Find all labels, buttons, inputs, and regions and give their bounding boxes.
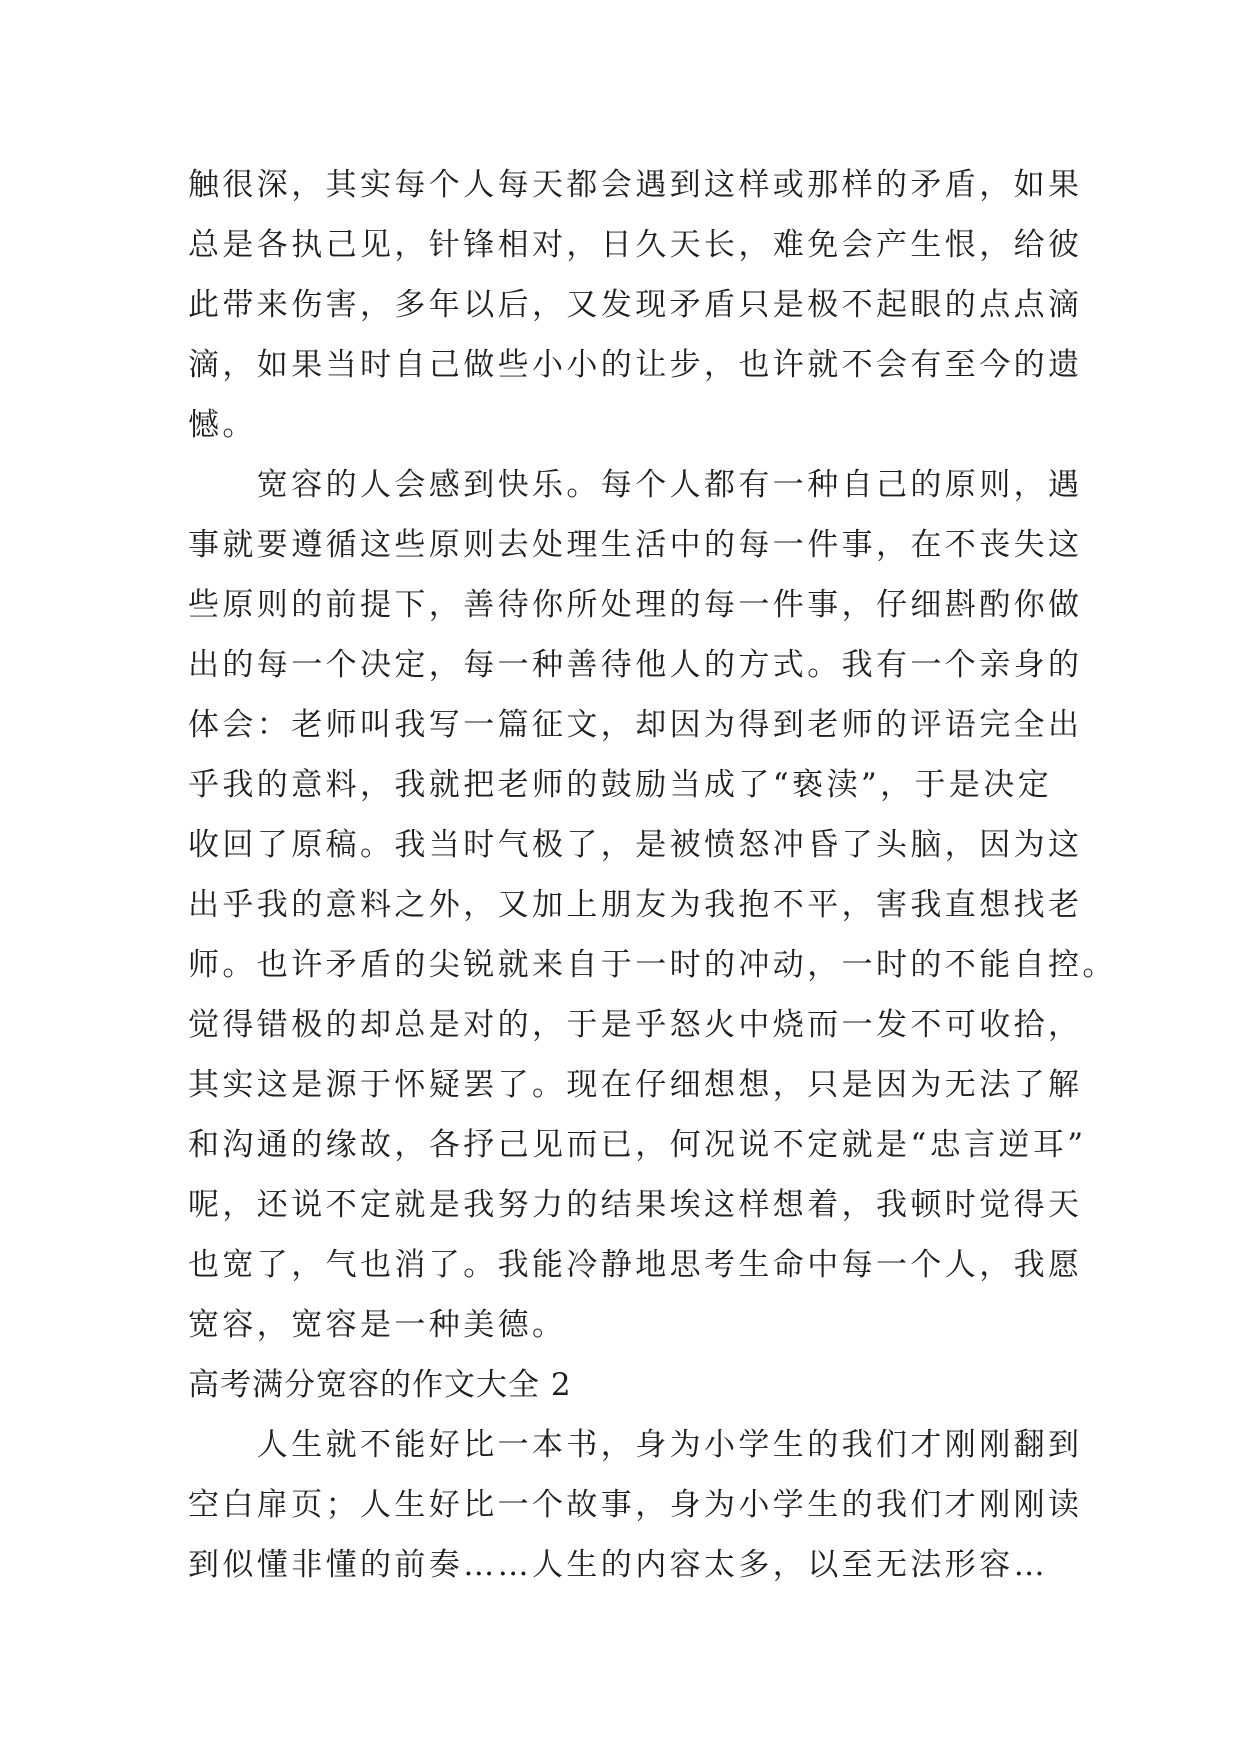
paragraph-3 (188, 1415, 1083, 1595)
text-line: 到似懂非懂的前奏……人生的内容太多，以至无法形容… (188, 1547, 1048, 1583)
text-line: 些原则的前提下，善待你所处理的每一件事，仔细斟酌你做 (188, 587, 1083, 623)
text-line: 憾。 (188, 407, 257, 443)
text-line: 体会：老师叫我写一篇征文，却因为得到老师的评语完全出 (188, 707, 1083, 743)
text-line: 宽容，宽容是一种美德。 (188, 1307, 567, 1343)
text-line: 出的每一个决定，每一种善待他人的方式。我有一个亲身的 (188, 647, 1083, 683)
text-line: 呢，还说不定就是我努力的结果埃这样想着，我顿时觉得天 (188, 1187, 1083, 1223)
text-line: 事就要遵循这些原则去处理生活中的每一件事，在不丧失这 (188, 527, 1083, 563)
essay-text (188, 155, 1117, 1595)
text-line: 宽容的人会感到快乐。每个人都有一种自己的原则，遇 (188, 467, 1083, 503)
text-line: 人生就不能好比一本书，身为小学生的我们才刚刚翻到 (188, 1427, 1083, 1463)
section-heading: 高考满分宽容的作文大全 2 (188, 1367, 572, 1403)
text-line: 师。也许矛盾的尖锐就来自于一时的冲动，一时的不能自控。 (188, 947, 1117, 983)
text-line: 和沟通的缘故，各抒己见而已，何况说不定就是“忠言逆耳” (188, 1127, 1087, 1163)
text-line: 出乎我的意料之外，又加上朋友为我抱不平，害我直想找老 (188, 887, 1083, 923)
text-line: 滴，如果当时自己做些小小的让步，也许就不会有至今的遗 (188, 347, 1083, 383)
text-line: 触很深，其实每个人每天都会遇到这样或那样的矛盾，如果 (188, 167, 1083, 203)
paragraph-1 (188, 155, 1083, 455)
text-line: 空白扉页；人生好比一个故事，身为小学生的我们才刚刚读 (188, 1487, 1083, 1523)
paragraph-2 (188, 455, 1117, 1355)
text-line: 其实这是源于怀疑罢了。现在仔细想想，只是因为无法了解 (188, 1067, 1083, 1103)
text-line: 总是各执己见，针锋相对，日久天长，难免会产生恨，给彼 (188, 227, 1083, 263)
text-line: 觉得错极的却总是对的，于是乎怒火中烧而一发不可收拾， (188, 1007, 1083, 1043)
text-line: 收回了原稿。我当时气极了，是被愤怒冲昏了头脑，因为这 (188, 827, 1083, 863)
text-line: 乎我的意料，我就把老师的鼓励当成了“亵渎”，于是决定 (188, 767, 1053, 803)
text-line: 此带来伤害，多年以后，又发现矛盾只是极不起眼的点点滴 (188, 287, 1083, 323)
text-line: 也宽了，气也消了。我能冷静地思考生命中每一个人，我愿 (188, 1247, 1083, 1283)
